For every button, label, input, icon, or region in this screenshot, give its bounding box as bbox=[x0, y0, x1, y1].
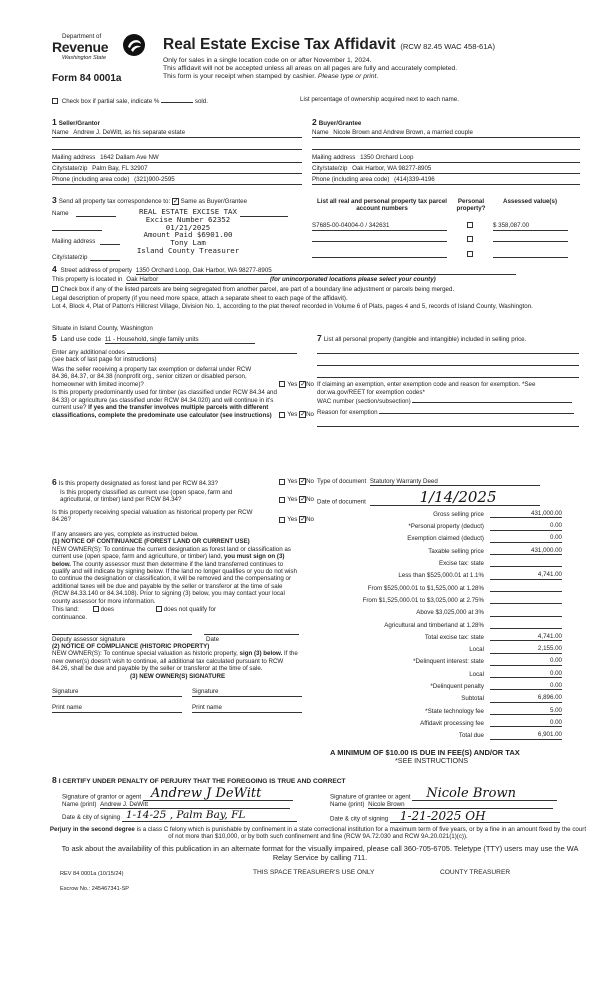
land-does-label: does bbox=[100, 606, 114, 614]
form-rcw: (RCW 82.45 WAC 458-61A) bbox=[400, 42, 496, 51]
seller-name-label: Name bbox=[52, 129, 69, 137]
reason-line[interactable] bbox=[379, 408, 574, 414]
assessor-date-label: Date bbox=[206, 636, 220, 643]
doc-date-label: Date of document bbox=[317, 498, 366, 506]
land-use-label: Land use code bbox=[60, 336, 102, 343]
tax-row bbox=[330, 531, 562, 543]
dept-state: Washington State bbox=[62, 55, 107, 61]
tax-row bbox=[330, 506, 562, 518]
assessor-sig-line[interactable] bbox=[52, 634, 192, 635]
tax-row-label: *Delinquent penalty bbox=[430, 683, 484, 691]
buyer-name[interactable]: Nicole Brown and Andrew Brown, a married couple bbox=[333, 129, 473, 137]
exemption-question: Was the seller receiving a property tax exemption or deferral under RCW 84.36, 84.37, or 84.38 (nonprofit org., senior citizen or disabled person, homeowner with limited income)? bbox=[52, 365, 252, 388]
grantor-signature[interactable]: Andrew J DeWitt bbox=[143, 787, 293, 801]
seller-mailing-row bbox=[52, 150, 302, 163]
tax-row bbox=[330, 641, 562, 653]
buyer-phone-row bbox=[312, 174, 580, 185]
county-treasurer-label: COUNTY TREASURER bbox=[440, 869, 511, 876]
segregation-label: Check box if any of the listed parcels are being segregated from another parcel, are part of a boundary line adjustment or parcels being merged. bbox=[60, 286, 455, 293]
header-line3 bbox=[163, 73, 583, 81]
see-instructions: *SEE INSTRUCTIONS bbox=[395, 756, 469, 765]
tax-row bbox=[330, 715, 562, 727]
property-number: 4 bbox=[52, 264, 57, 274]
partial-sold-label: sold. bbox=[194, 98, 208, 105]
header-line1: Only for sales in a single location code on or after November 1, 2024. bbox=[163, 56, 372, 64]
tax-row bbox=[330, 555, 562, 567]
tax-row-label: Above $3,025,000 at 3% bbox=[416, 609, 484, 617]
forest-number: 6 bbox=[52, 477, 57, 487]
reason-row bbox=[317, 408, 579, 416]
legal-description[interactable]: Lot 4, Block 4, Plat of Patton's Hillcrest Village, Division No. 1, according to the plat thereof recorded in Volume 6 of Plats, pages 4 and 5, records of Island County, Washington. bbox=[52, 303, 533, 311]
stamp-line1: REAL ESTATE EXCISE TAX bbox=[139, 207, 237, 216]
forest-q2-yes-label: Yes bbox=[287, 496, 298, 504]
grantor-sig-row bbox=[62, 787, 317, 801]
located-note: (for unincorporated locations please select your county) bbox=[269, 276, 436, 283]
grantor-date-label: Date & city of signing bbox=[62, 814, 121, 822]
grantee-date[interactable]: 1-21-2025 OH bbox=[390, 810, 560, 823]
personal-property-number: 7 bbox=[317, 333, 322, 343]
doc-type-row bbox=[317, 478, 577, 486]
tax-row-label: From $525,000.01 to $1,525,000 at 1.28% bbox=[367, 584, 484, 592]
forest-q3-no-checkbox[interactable]: ✓ bbox=[300, 516, 306, 524]
partial-sale-checkbox[interactable] bbox=[52, 98, 58, 104]
forest-q3-no-label: No bbox=[306, 516, 314, 524]
notice1-title: (1) NOTICE OF CONTINUANCE (FOREST LAND OR CURRENT USE) bbox=[52, 538, 250, 546]
wac-label: WAC number (section/subsection) bbox=[317, 398, 411, 406]
forest-q2-yes-checkbox[interactable] bbox=[279, 497, 285, 503]
new-owner-print-line-1[interactable] bbox=[52, 712, 182, 713]
doc-type-value[interactable]: Statutory Warranty Deed bbox=[370, 478, 540, 486]
seller-heading: Seller/Grantor bbox=[58, 120, 100, 127]
tax-row-label: Subtotal bbox=[461, 695, 484, 703]
forest-q1-row bbox=[52, 477, 314, 486]
tax-row bbox=[330, 727, 562, 739]
certify-number: 8 bbox=[52, 775, 57, 785]
notice1-text-bold: you must sign on (3) below. bbox=[52, 553, 285, 568]
street-label: Street address of property bbox=[60, 267, 133, 274]
grantor-date-row bbox=[62, 810, 317, 822]
assessor-date-line[interactable] bbox=[204, 634, 299, 635]
tax-row-label: Local bbox=[469, 646, 484, 654]
tax-row-amount[interactable]: 431,000.00 bbox=[490, 510, 562, 518]
partial-sale-percent[interactable] bbox=[161, 96, 193, 103]
tax-row-amount[interactable]: 0.00 bbox=[490, 522, 562, 530]
tax-row bbox=[330, 629, 562, 641]
segregation-row bbox=[52, 286, 582, 295]
notice3-title: (3) NEW OWNER(S) SIGNATURE bbox=[130, 672, 226, 680]
dept-name: Revenue bbox=[52, 39, 109, 55]
forest-if-yes: If any answers are yes, complete as instructed below. bbox=[52, 530, 199, 538]
exemption-no-checkbox[interactable]: ✓ bbox=[300, 380, 306, 388]
same-as-buyer-checkbox[interactable]: ✓ bbox=[172, 197, 179, 205]
tax-row-label: Affidavit processing fee bbox=[420, 719, 484, 727]
tax-row bbox=[330, 518, 562, 530]
correspondence-number: 3 bbox=[52, 195, 57, 205]
grantee-signature[interactable]: Nicole Brown bbox=[412, 787, 557, 801]
tax-row-label: Agricultural and timberland at 1.28% bbox=[384, 621, 484, 629]
seller-blank-row[interactable] bbox=[52, 138, 302, 150]
tax-row-label: Exemption claimed (deduct) bbox=[407, 535, 484, 543]
forest-section bbox=[52, 477, 314, 726]
stamp-line6: Island County Treasurer bbox=[136, 245, 240, 255]
new-owner-sig-label-2: Signature bbox=[192, 688, 219, 696]
parcel-number-1[interactable]: S7685-00-04004-0 / 342631 bbox=[312, 222, 390, 229]
form-number: Form 84 0001a bbox=[52, 73, 122, 84]
new-owner-sig-line-2[interactable] bbox=[192, 696, 302, 697]
seller-city-label: City/state/zip bbox=[52, 165, 88, 173]
tax-row-amount[interactable] bbox=[490, 616, 562, 617]
land-use-number: 5 bbox=[52, 333, 57, 343]
tax-row bbox=[330, 580, 562, 592]
grantor-name-label: Name (print) bbox=[62, 801, 97, 808]
forest-q3: Is this property receiving special valuation as historical property per RCW 84.26? bbox=[52, 508, 253, 524]
forest-q2: Is this property classified as current use (open space, farm and agricultural, or timber) land per RCW 84.34? bbox=[60, 489, 233, 504]
new-owner-print-line-2[interactable] bbox=[192, 712, 302, 713]
correspondence-city-label: City/state/zip bbox=[52, 254, 88, 261]
forest-q2-no-checkbox[interactable]: ✓ bbox=[300, 496, 306, 504]
forest-q3-yes-label: Yes bbox=[287, 516, 298, 524]
tax-row-amount[interactable]: 0.00 bbox=[490, 657, 562, 665]
tax-row bbox=[330, 604, 562, 616]
new-owner-sig-line-1[interactable] bbox=[52, 696, 182, 697]
additional-codes-note: (see back of last page for instructions) bbox=[52, 356, 157, 364]
tax-row-amount[interactable]: 6,896.00 bbox=[490, 694, 562, 702]
timber-yes-no bbox=[279, 411, 314, 419]
correspondence-name-line[interactable] bbox=[76, 216, 116, 217]
header-line3-italic: Please type or print. bbox=[317, 72, 379, 80]
buyer-city-row bbox=[312, 163, 580, 174]
situate[interactable]: Situate in Island County, Washington bbox=[52, 324, 153, 332]
notice2-text-b: If the new owner(s) doesn't wish to continue, all additional tax calculated pursuant to RCW 84.26, shall be due and payable by the seller or transferor at the time of sale. bbox=[52, 650, 298, 673]
certify-heading bbox=[52, 775, 346, 786]
exemption-q-row bbox=[52, 366, 314, 388]
exemption-claim-label: If claiming an exemption, enter exemption code and reason for exemption. *See dor.wa.gov/REET for exemption codes* bbox=[317, 381, 536, 396]
tax-row-amount[interactable]: 0.00 bbox=[490, 534, 562, 542]
partial-sale-row bbox=[52, 96, 587, 105]
parcel-row-2[interactable] bbox=[312, 241, 447, 242]
seller-number: 1 bbox=[52, 117, 57, 127]
partial-sale-label: Check box if partial sale, indicate % bbox=[61, 98, 160, 105]
tax-table bbox=[330, 506, 562, 740]
doc-date-row bbox=[317, 490, 577, 506]
timber-yes-label: Yes bbox=[287, 411, 298, 419]
seller-phone-row bbox=[52, 174, 302, 185]
tax-row-label: Less than $525,000.01 at 1.1% bbox=[398, 572, 484, 580]
parcels-header-2: Personal property? bbox=[456, 198, 486, 213]
located-row bbox=[52, 276, 582, 286]
tax-row-amount[interactable]: 6,901.00 bbox=[490, 731, 562, 739]
additional-codes-label: Enter any additional codes bbox=[52, 349, 125, 356]
parcels-header-3: Assessed value(s) bbox=[503, 198, 557, 205]
personal-property-label: List all personal property (tangible and intangible) included in selling price. bbox=[323, 336, 527, 343]
this-land-label: This land: bbox=[52, 606, 79, 614]
new-owner-sig-label-1: Signature bbox=[52, 688, 79, 696]
notice2-text-bold: sign (3) below. bbox=[239, 650, 283, 658]
treasurer-space-label: THIS SPACE TREASURER'S USE ONLY bbox=[253, 869, 375, 876]
new-owner-print-label-1: Print name bbox=[52, 704, 82, 712]
forest-q1-no-checkbox[interactable]: ✓ bbox=[300, 478, 306, 485]
tax-row-amount[interactable]: 2,155.00 bbox=[490, 645, 562, 653]
street-value[interactable]: 1350 Orchard Loop, Oak Harbor, WA 98277-8905 bbox=[136, 267, 516, 275]
forest-q2-row bbox=[52, 489, 314, 504]
buyer-phone-label: Phone (including area code) bbox=[312, 176, 390, 184]
legal-label: Legal description of property (if you need more space, attach a separate sheet to each page of the affidavit). bbox=[52, 295, 348, 302]
this-land-row bbox=[52, 606, 314, 613]
personal-property-line1[interactable] bbox=[317, 343, 579, 354]
personal-property-section bbox=[317, 333, 579, 427]
timber-yes-checkbox[interactable] bbox=[279, 412, 285, 418]
assessor-sig-row bbox=[52, 634, 314, 643]
located-value[interactable]: Oak Harbor bbox=[126, 276, 268, 284]
wac-line[interactable] bbox=[412, 397, 572, 403]
treasurer-stamp bbox=[123, 208, 253, 255]
personal-property-checkbox-3[interactable] bbox=[467, 251, 473, 257]
buyer-city-label: City/state/zip bbox=[312, 165, 348, 173]
tax-row-label: From $1,525,000.01 to $3,025,000 at 2.75% bbox=[362, 596, 484, 604]
tax-row-label: Total excise tax: state bbox=[424, 633, 484, 641]
tax-row-label: *Delinquent interest: state bbox=[413, 658, 484, 666]
grantee-date-label: Date & city of signing bbox=[330, 815, 389, 823]
tax-row bbox=[330, 654, 562, 666]
personal-property-checkbox-1[interactable] bbox=[467, 222, 473, 228]
list-percentage-note: List percentage of ownership acquired next to each name. bbox=[300, 96, 459, 103]
seller-name[interactable]: Andrew J. DeWitt, as his separate estate bbox=[73, 129, 186, 137]
same-as-buyer-label: Same as Buyer/Grantee bbox=[180, 198, 248, 205]
tax-row bbox=[330, 617, 562, 629]
forest-q2-no-label: No bbox=[306, 496, 314, 504]
buyer-city[interactable]: Oak Harbor, WA 98277-8905 bbox=[352, 165, 432, 173]
grantee-name[interactable]: Nicole Brown bbox=[368, 801, 553, 809]
timber-no-label: No bbox=[306, 411, 314, 419]
assessed-value-row-1 bbox=[493, 222, 568, 231]
tax-row-amount[interactable]: 0.00 bbox=[490, 670, 562, 678]
perjury-notice bbox=[48, 826, 588, 841]
buyer-mailing[interactable]: 1350 Orchard Loop bbox=[360, 154, 414, 162]
forest-q3-yes-no bbox=[279, 516, 314, 524]
land-use-row bbox=[52, 333, 314, 345]
tax-row bbox=[330, 678, 562, 690]
seller-phone[interactable]: (321)900-2595 bbox=[134, 176, 175, 184]
buyer-section bbox=[312, 117, 580, 185]
assessed-value-row-3[interactable] bbox=[493, 257, 568, 258]
tax-row-amount[interactable] bbox=[490, 603, 562, 604]
grantee-sig-row bbox=[330, 787, 580, 801]
seller-heading-row bbox=[52, 117, 302, 127]
doc-date-value[interactable]: 1/14/2025 bbox=[370, 490, 540, 506]
reason-line2[interactable] bbox=[317, 416, 579, 427]
tax-row-label: Taxable selling price bbox=[428, 547, 484, 555]
seller-city[interactable]: Palm Bay, FL 32907 bbox=[92, 165, 148, 173]
exemption-yes-no bbox=[279, 381, 314, 389]
grantee-date-row bbox=[330, 810, 580, 823]
tax-row-amount[interactable] bbox=[490, 628, 562, 629]
segregation-checkbox[interactable] bbox=[52, 286, 58, 292]
alt-format-notice: To ask about the availability of this publication in an alternate format for the visually impaired, please call 360-705-6705. Teletype (TTY) users may use the WA Relay Service by calling 711. bbox=[61, 844, 579, 862]
buyer-blank-row[interactable] bbox=[312, 138, 580, 150]
tax-row-label: Gross selling price bbox=[433, 510, 484, 518]
seller-mailing-label: Mailing address bbox=[52, 154, 96, 162]
notice2-title: (2) NOTICE OF COMPLIANCE (HISTORIC PROPERTY) bbox=[52, 643, 210, 650]
parcel-row-1 bbox=[312, 222, 447, 231]
dor-swirl-icon bbox=[122, 33, 146, 57]
escrow-number: Escrow No.: 245467341-SP bbox=[60, 886, 130, 892]
header-line3-text: This form is your receipt when stamped by cashier. bbox=[163, 72, 316, 80]
grantor-name[interactable]: Andrew J. DeWitt bbox=[100, 801, 290, 809]
land-does-not-checkbox[interactable] bbox=[156, 606, 162, 612]
forest-q1-no-label: No bbox=[306, 478, 314, 486]
forest-q1-yes-label: Yes bbox=[287, 478, 298, 486]
notice2-text bbox=[52, 650, 300, 672]
tax-row-label: Local bbox=[469, 670, 484, 678]
tax-row-amount[interactable]: 4,741.00 bbox=[490, 571, 562, 579]
assessor-sig-label: Deputy assessor signature bbox=[52, 636, 126, 643]
correspondence-mailing-line[interactable] bbox=[100, 244, 120, 245]
tax-row-amount[interactable]: 0.00 bbox=[490, 719, 562, 727]
tax-row-label: Total due bbox=[458, 732, 484, 740]
doc-type-label: Type of document bbox=[317, 478, 367, 485]
tax-row bbox=[330, 703, 562, 715]
exemption-yes-label: Yes bbox=[287, 380, 298, 388]
dor-logo bbox=[52, 33, 150, 73]
seller-phone-label: Phone (including area code) bbox=[52, 176, 130, 184]
stamp-line4: Amount Paid $6901.00 bbox=[143, 230, 233, 240]
forest-q3-yes-checkbox[interactable] bbox=[279, 517, 285, 523]
form-title: Real Estate Excise Tax Affidavit bbox=[163, 36, 396, 53]
grantee-sig-label: Signature of grantee or agent bbox=[330, 793, 411, 801]
correspondence-heading-row bbox=[52, 195, 302, 205]
correspondence-label: Send all property tax correspondence to: bbox=[58, 198, 171, 205]
land-does-not-label: does not qualify for bbox=[163, 606, 217, 614]
tax-row-amount[interactable]: 4,741.00 bbox=[490, 633, 562, 641]
grantor-date[interactable]: 1-14-25 , Palm Bay, FL bbox=[122, 810, 297, 822]
minimum-due: A MINIMUM OF $10.00 IS DUE IN FEE(S) AND/OR TAX bbox=[330, 748, 520, 757]
property-section bbox=[52, 264, 582, 332]
seller-name-row bbox=[52, 129, 302, 138]
correspondence-section bbox=[52, 195, 302, 205]
street-row bbox=[52, 264, 582, 276]
exemption-no-label: No bbox=[306, 380, 314, 388]
timber-question-bold: If yes and the transfer involves multiple parcels with different classifications, complete the predominate use calculator (see instructions) bbox=[52, 404, 272, 419]
tax-row-amount[interactable]: 431,000.00 bbox=[490, 547, 562, 555]
correspondence-mailing-label: Mailing address bbox=[52, 238, 96, 245]
buyer-name-row bbox=[312, 129, 580, 138]
buyer-mailing-row bbox=[312, 150, 580, 163]
title-row bbox=[163, 36, 583, 55]
header-line2: This affidavit will not be accepted unless all areas on all pages are fully and accurately completed. bbox=[163, 64, 458, 72]
new-owner-print-label-2: Print name bbox=[192, 704, 222, 712]
new-owner-sig-block bbox=[52, 688, 314, 726]
buyer-heading: Buyer/Grantee bbox=[318, 120, 362, 127]
land-does-checkbox[interactable] bbox=[93, 606, 99, 612]
buyer-name-label: Name bbox=[312, 129, 329, 137]
tax-row-label: *Personal property (deduct) bbox=[408, 523, 484, 531]
grantor-sig-label: Signature of grantor or agent bbox=[62, 793, 142, 801]
seller-mailing[interactable]: 1642 Dallam Ave NW bbox=[100, 154, 159, 162]
tax-row-amount[interactable]: 0.00 bbox=[490, 682, 562, 690]
notice1-text bbox=[52, 546, 300, 606]
tax-row-label: Excise tax: state bbox=[438, 560, 484, 568]
located-label: This property is located in bbox=[52, 276, 123, 283]
notice1-text-a: NEW OWNER(S): To continue the current designation as forest land or classification as current use (open space, farm and agriculture, or timber) land, bbox=[52, 545, 291, 561]
parcel-row-3[interactable] bbox=[312, 257, 447, 258]
tax-row bbox=[330, 543, 562, 555]
land-use-section bbox=[52, 333, 314, 419]
stamp-line5: Tony Lam bbox=[170, 238, 206, 248]
wac-row bbox=[317, 397, 579, 405]
forest-q1-yes-checkbox[interactable] bbox=[279, 479, 285, 485]
personal-property-line2[interactable] bbox=[317, 354, 579, 366]
tax-row-label: *State technology fee bbox=[425, 707, 484, 715]
tax-row bbox=[330, 666, 562, 678]
dept-line1: Department of bbox=[62, 33, 102, 40]
buyer-heading-row bbox=[312, 117, 580, 127]
personal-property-checkbox-2[interactable] bbox=[467, 236, 473, 242]
assessed-value-1[interactable]: $ 358,087.00 bbox=[493, 222, 530, 229]
tax-row-amount[interactable]: 5.00 bbox=[490, 707, 562, 715]
additional-codes-row bbox=[52, 348, 314, 356]
buyer-mailing-label: Mailing address bbox=[312, 154, 356, 162]
certify-text: I CERTIFY UNDER PENALTY OF PERJURY THAT THE FOREGOING IS TRUE AND CORRECT bbox=[58, 778, 346, 785]
timber-question bbox=[52, 389, 282, 419]
grantee-name-label: Name (print) bbox=[330, 801, 365, 808]
timber-question-text: Is this property predominantly used for timber (as classified under RCW 84.34 and 84.33) or agriculture (as classified under RCW 84.34.020) and will continue in it's current use? bbox=[52, 389, 277, 412]
forest-q2-yes-no bbox=[279, 496, 314, 504]
tax-row bbox=[330, 690, 562, 702]
buyer-phone[interactable]: (414)339-4196 bbox=[394, 176, 435, 184]
form-title-block bbox=[163, 36, 583, 81]
additional-codes-line[interactable] bbox=[127, 348, 297, 354]
personal-property-line3[interactable] bbox=[317, 366, 579, 378]
seller-city-row bbox=[52, 163, 302, 174]
continuance-label: continuance. bbox=[52, 613, 88, 621]
tax-row-amount[interactable] bbox=[490, 566, 562, 567]
forest-q3-row bbox=[52, 509, 314, 524]
forest-q1: Is this property designated as forest land per RCW 84.33? bbox=[58, 480, 218, 487]
timber-no-checkbox[interactable]: ✓ bbox=[300, 411, 306, 419]
correspondence-city-line[interactable] bbox=[90, 260, 120, 261]
exemption-yes-checkbox[interactable] bbox=[279, 381, 285, 387]
land-use-value[interactable]: 11 - Household, single family units bbox=[105, 336, 255, 344]
perjury-bold: Perjury in the second degree bbox=[49, 826, 135, 833]
tax-row-amount[interactable] bbox=[490, 591, 562, 592]
tax-row bbox=[330, 592, 562, 604]
forest-q1-yes-no bbox=[279, 478, 314, 486]
reason-label: Reason for exemption bbox=[317, 408, 378, 416]
stamp-line2: Excise Number 62352 bbox=[145, 214, 231, 224]
perjury-text: is a class C felony which is punishable by confinement in a state correctional institution for a maximum term of five years, or by a fine in an amount fixed by the court of not more than $10,000, or by both such confinement and fine (RCW 9A.72.030 and RCW 9A.20.021(1)(c)). bbox=[136, 826, 587, 841]
seller-section bbox=[52, 117, 302, 185]
form-revision: REV 84 0001a (10/15/24) bbox=[60, 871, 124, 877]
timber-q-row bbox=[52, 389, 314, 419]
parcels-header-1: List all real and personal property tax parcel account numbers bbox=[317, 198, 447, 213]
notice2-text-a: NEW OWNER(S): To continue special valuation as historic property, bbox=[52, 650, 238, 658]
stamp-line3: 01/21/2025 bbox=[165, 222, 211, 232]
correspondence-name-label: Name bbox=[52, 210, 69, 217]
notice1-text-b: The county assessor must then determine if the land transferred continues to qualify and will indicate by signing below. If the land no longer qualifies or you do not wish to continue the designation or classification, it will be removed and the compensating or additional taxes will be due and payable by the seller or transferor at the time of sale (RCW 84.33.140 or 84.34.108). Prior to signing (3) below, you may contact your local county assessor for more information. bbox=[52, 560, 297, 605]
personal-property-label-row bbox=[317, 333, 579, 343]
tax-row bbox=[330, 567, 562, 579]
correspondence-line2[interactable] bbox=[52, 230, 102, 231]
assessed-value-row-2[interactable] bbox=[493, 241, 568, 242]
buyer-number: 2 bbox=[312, 117, 317, 127]
